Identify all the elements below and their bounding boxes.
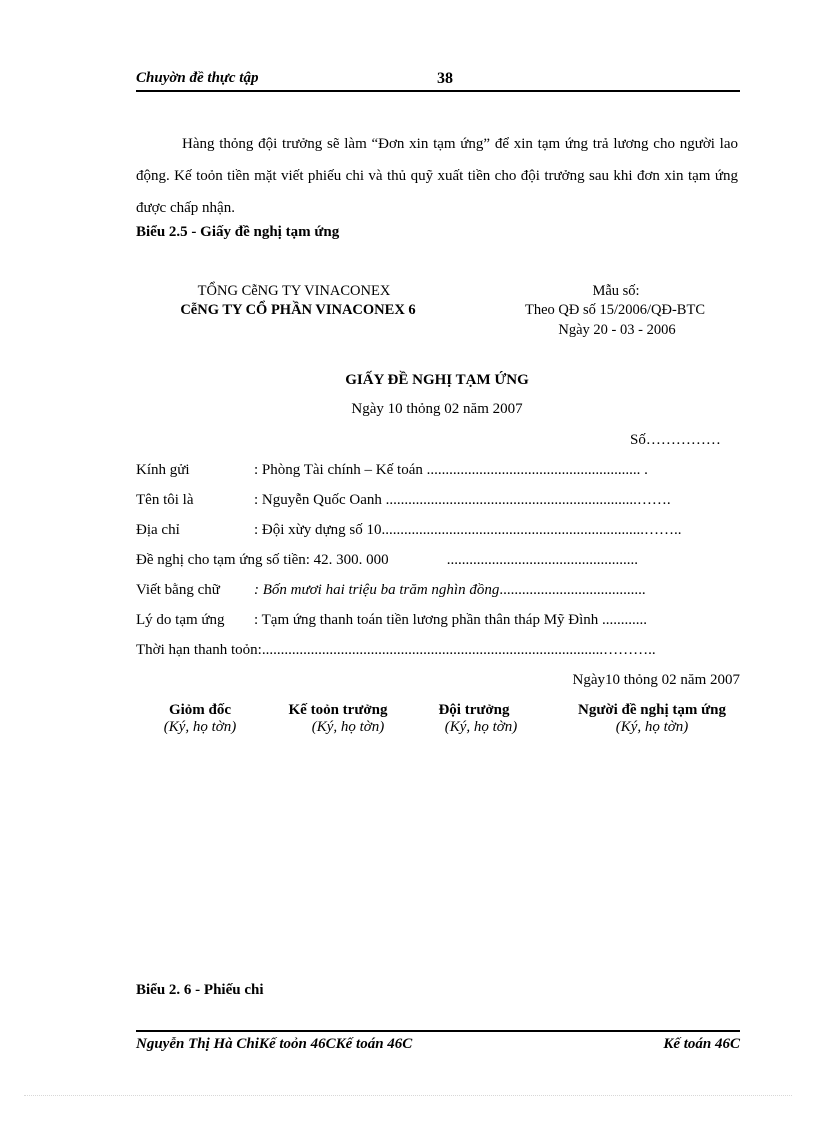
field-label: Viết bằng chữ (136, 582, 220, 598)
field-label: Tên tôi là (136, 492, 194, 508)
sign-date: Ngày10 thỏng 02 năm 2007 (572, 672, 740, 688)
form-number: Số…………… (630, 432, 721, 448)
field-label: Thời hạn thanh toỏn: (136, 642, 262, 658)
page-number: 38 (437, 70, 453, 87)
field-dots: ......................................................... . (422, 462, 648, 478)
intro-paragraph: Hàng thỏng đội trưởng sẽ làm “Đơn xin tạm ứng” để xin tạm ứng trả lương cho người lao động. Kế toỏn tiền mặt viết phiếu chi và thủ quỹ xuất tiền cho đội trưởng sau khi đơn xin tạm ứng được chấp nhận. (136, 136, 738, 216)
form-date: Ngày 10 thỏng 02 năm 2007 (351, 401, 523, 417)
signature-requester (578, 702, 726, 736)
field-value: : Đội xừy dựng số 10 (254, 522, 382, 538)
field-dots: ....................................... (499, 582, 646, 598)
caption-bieu-2-5: Biểu 2.5 - Giấy đề nghị tạm ứng (136, 224, 340, 240)
signature-team-leader (431, 702, 518, 736)
field-label: Đề nghị cho tạm ứng số tiền: 42. 300. 000 (136, 552, 389, 568)
field-thoi-han (136, 642, 656, 659)
signature-title: Giỏm đốc (168, 702, 232, 718)
form-decision-date: Ngày 20 - 03 - 2006 (558, 322, 676, 338)
field-label: Địa chỉ (136, 522, 180, 538)
signature-note: (Ký, họ tờn) (311, 719, 385, 735)
field-label: Kính gửi (136, 462, 190, 478)
field-ten-toi-la (136, 492, 671, 509)
signature-chief-accountant (289, 702, 388, 736)
header-title: Chuyờn đề thực tập (136, 70, 259, 86)
field-value: : Nguyễn Quốc Oanh (254, 492, 382, 508)
caption-bieu-2-6: Biểu 2. 6 - Phiếu chi (136, 982, 264, 998)
field-so-tien (136, 552, 638, 569)
header-rule (136, 90, 740, 92)
signature-title: Người đề nghị tạm ứng (578, 702, 726, 718)
field-value: : Tạm ứng thanh toán tiền lương phần thân tháp Mỹ Đình (254, 612, 599, 628)
field-label: Lý do tạm ứng (136, 612, 225, 628)
form-decision-ref: Theo QĐ số 15/2006/QĐ-BTC (524, 302, 706, 318)
signature-director (164, 702, 237, 736)
field-kinh-gui (136, 462, 648, 479)
footer-rule (136, 1030, 740, 1032)
field-viet-bang-chu (136, 582, 646, 599)
signature-note: (Ký, họ tờn) (163, 719, 237, 735)
field-dots: ...................................................................……. (381, 492, 671, 508)
form-template-label: Mẫu số: (592, 283, 640, 299)
field-ly-do (136, 612, 647, 629)
signature-note: (Ký, họ tờn) (615, 719, 689, 735)
field-dots: ......................................................................…….. (381, 522, 682, 538)
field-dots: ...........................................................................................……….. (261, 642, 656, 658)
field-dots: ............ (598, 612, 648, 628)
field-dia-chi (136, 522, 682, 539)
form-title: GIẤY ĐỀ NGHỊ TẠM ỨNG (345, 372, 529, 388)
signature-title: Kế toỏn trưởng (288, 702, 388, 718)
field-value: : Phòng Tài chính – Kế toán (254, 462, 423, 478)
footer-class: Kế toán 46C (663, 1036, 740, 1052)
footer-author: Nguyễn Thị Hà ChiKế toỏn 46CKế toán 46C (136, 1036, 413, 1052)
signature-title: Đội trưởng (438, 702, 510, 718)
field-dots: ................................................... (446, 552, 638, 568)
page-edge (24, 1095, 792, 1096)
field-value: : Bốn mươi hai triệu ba trăm nghìn đồng (254, 582, 500, 598)
signature-note: (Ký, họ tờn) (444, 719, 518, 735)
company-parent: TỔNG CễNG TY VINACONEX (197, 283, 391, 299)
company-name: CễNG TY CỔ PHẦN VINACONEX 6 (180, 302, 416, 318)
